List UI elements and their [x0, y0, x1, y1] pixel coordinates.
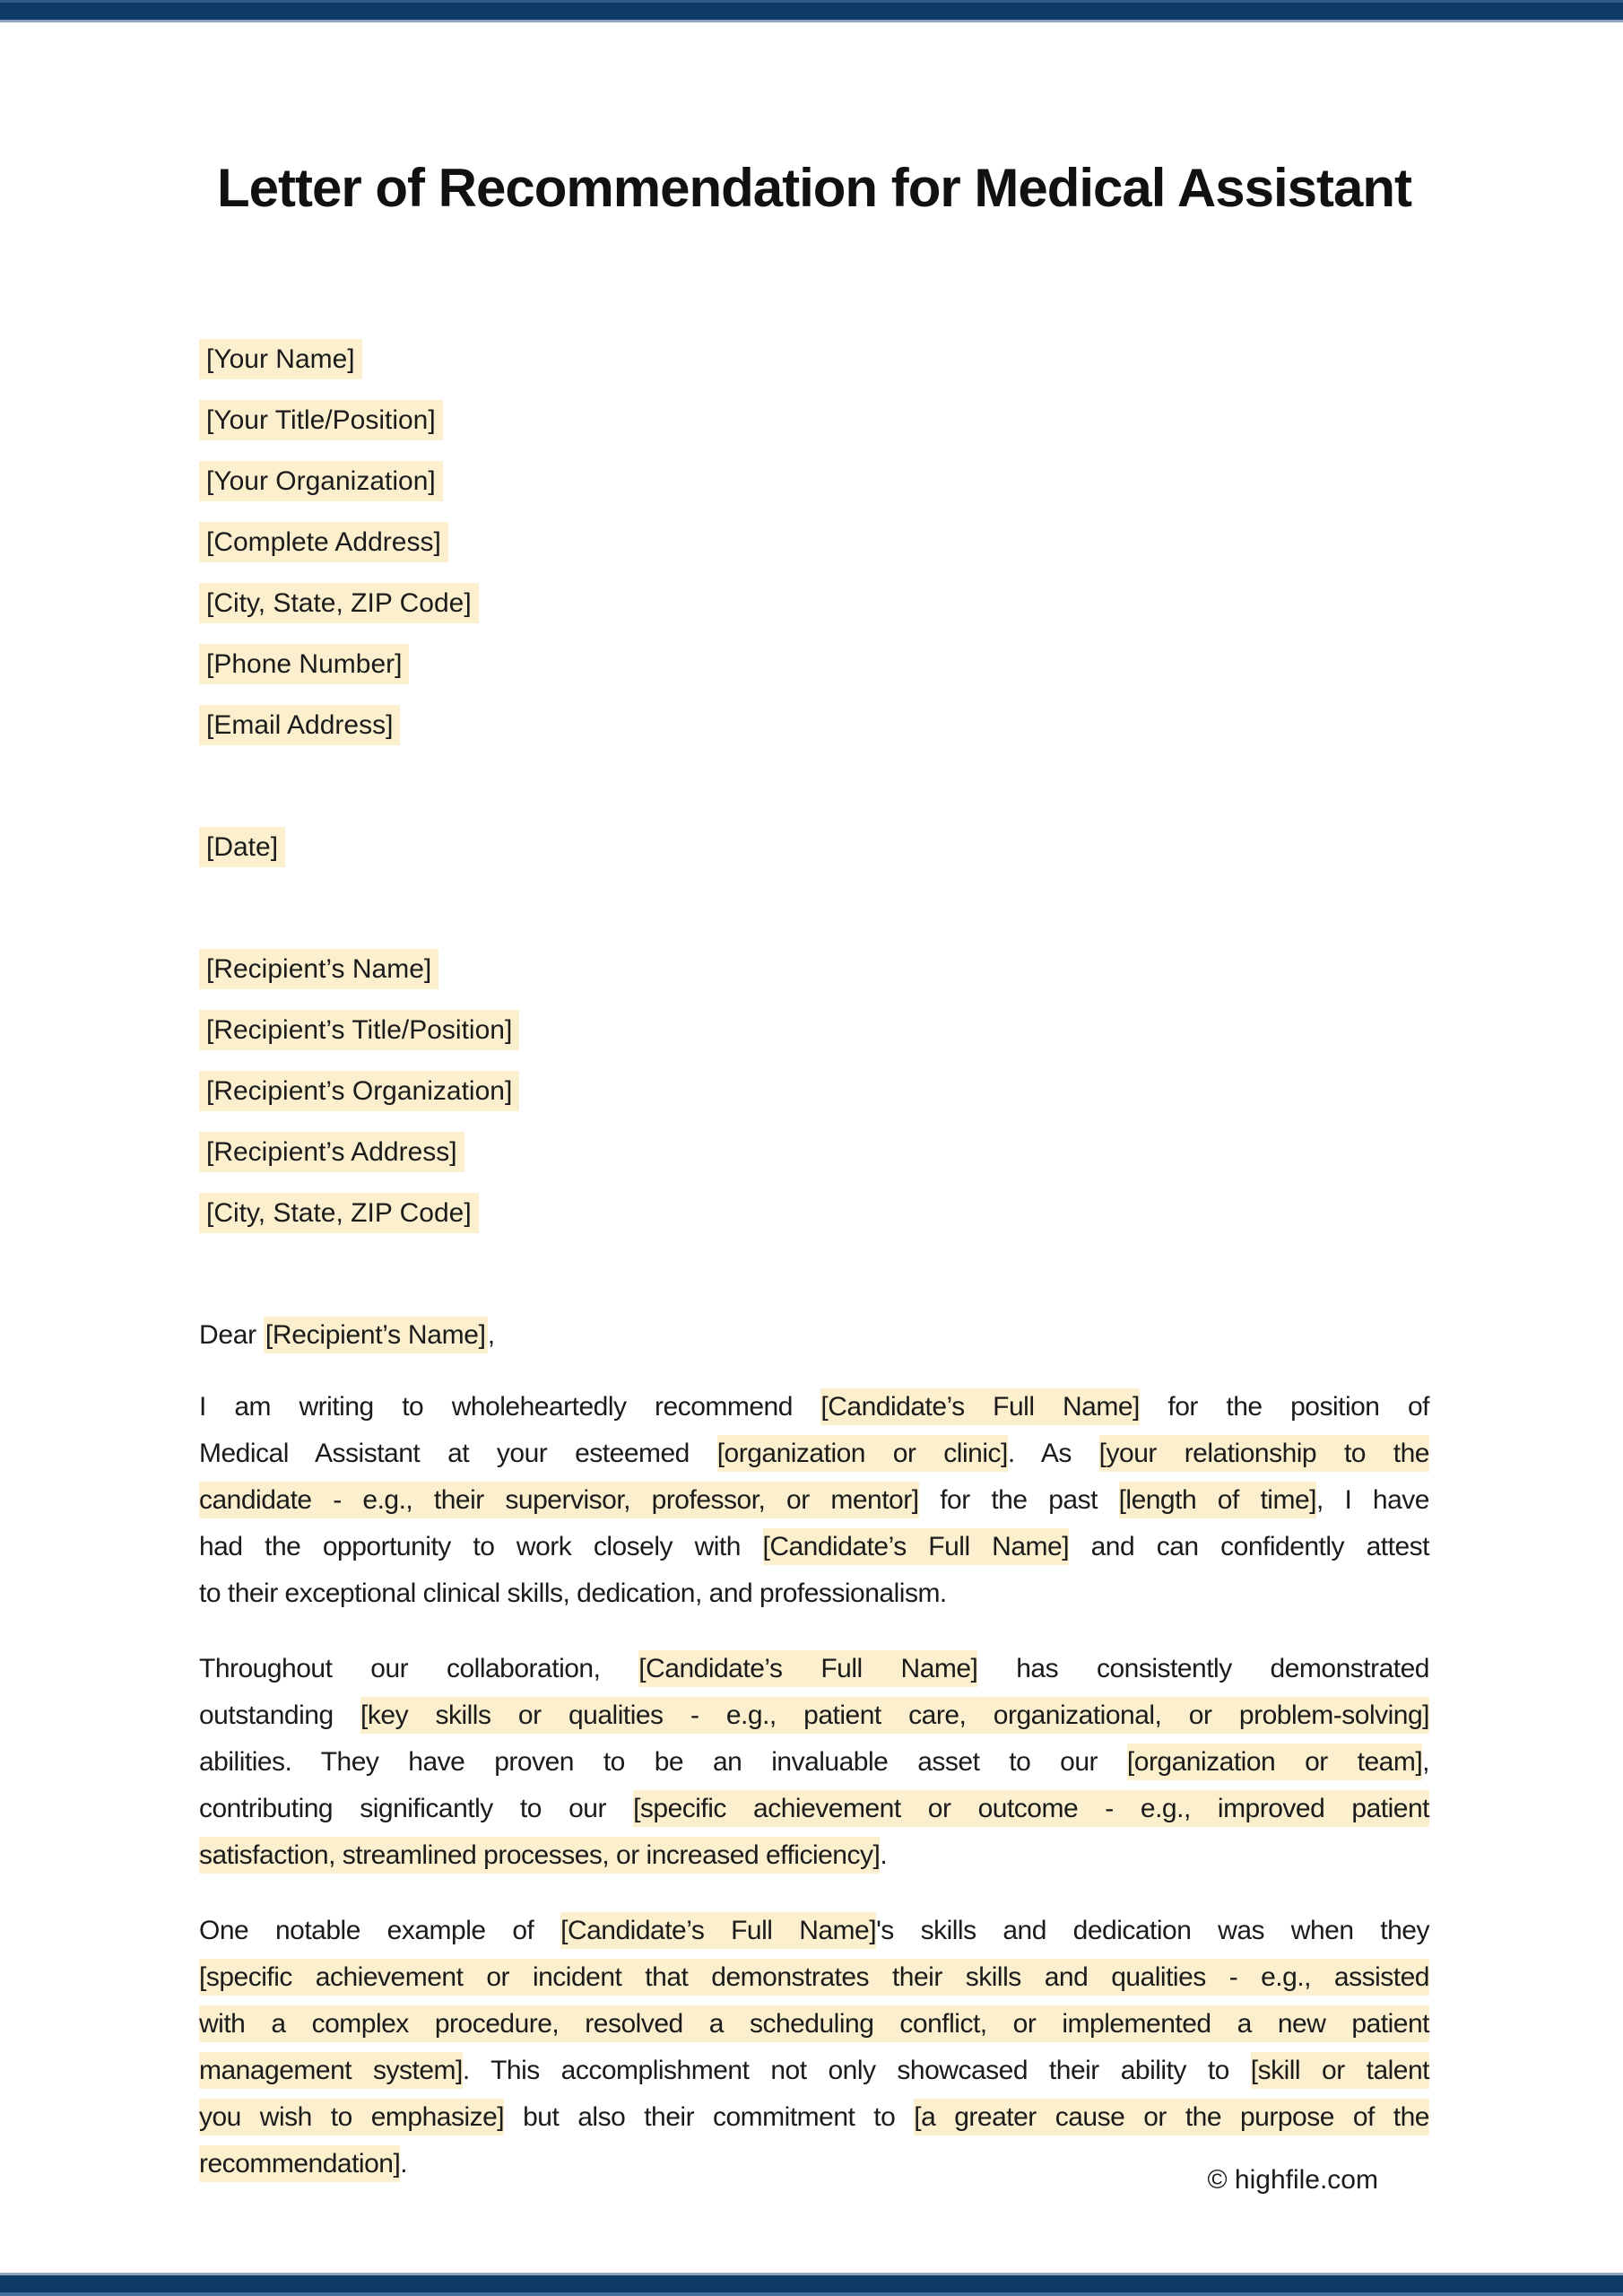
placeholder-highlight: [Candidate’s Full Name] [560, 1912, 876, 1949]
letter-paragraph [199, 1908, 1429, 2187]
placeholder-highlight: [City, State, ZIP Code] [199, 583, 479, 623]
paragraph-line [199, 2094, 1429, 2141]
placeholder-highlight: [Date] [199, 827, 285, 867]
address-line [199, 461, 1429, 501]
placeholder-highlight: [Recipient’s Address] [199, 1132, 464, 1172]
paragraph-line [199, 1477, 1429, 1524]
address-line [199, 1010, 1429, 1050]
recipient-address-block [199, 949, 1429, 1233]
placeholder-highlight: [Candidate’s Full Name] [638, 1650, 977, 1687]
text-run: has consistently demonstrated [977, 1654, 1429, 1683]
paragraph-line [199, 1646, 1429, 1692]
paragraph-line [199, 1954, 1429, 2001]
page-title: Letter of Recommendation for Medical Assistant [216, 158, 1411, 218]
text-run: I am writing to wholeheartedly recommend [199, 1392, 821, 1422]
placeholder-highlight: [length of time] [1119, 1482, 1316, 1518]
copyright-footer: © highfile.com [1207, 2165, 1378, 2195]
placeholder-highlight: [organization or clinic] [717, 1435, 1008, 1472]
address-line [199, 705, 1429, 745]
sender-address-block [199, 339, 1429, 745]
address-line [199, 827, 1429, 867]
placeholder-highlight: [key skills or qualities - e.g., patient care, organizational, or problem-solving] [360, 1697, 1429, 1734]
salutation-line [199, 1315, 1429, 1355]
text-run: but also their commitment to [504, 2102, 915, 2132]
placeholder-highlight: [organization or team] [1127, 1744, 1422, 1780]
paragraph-line [199, 1570, 1429, 1617]
paragraph-line [199, 1524, 1429, 1570]
text-run: . As [1007, 1439, 1099, 1468]
placeholder-highlight: with a complex procedure, resolved a scheduling conflict, or implemented a new patient [199, 2005, 1429, 2042]
address-line [199, 644, 1429, 684]
text-run: outstanding [199, 1700, 361, 1730]
text-run: for the position of [1139, 1392, 1429, 1422]
placeholder-highlight: [specific achievement or outcome - e.g., improved patient [633, 1790, 1429, 1827]
paragraph-line [199, 1384, 1429, 1431]
paragraph-line [199, 1739, 1429, 1786]
text-run: had the opportunity to work closely with [199, 1532, 763, 1561]
text-run: to their exceptional clinical skills, dedication, and professionalism. [199, 1578, 947, 1608]
paragraph-line [199, 1431, 1429, 1477]
placeholder-highlight: you wish to emphasize] [199, 2099, 504, 2135]
placeholder-highlight: [Your Title/Position] [199, 400, 443, 440]
letter-body [199, 1384, 1429, 2187]
address-line [199, 583, 1429, 623]
placeholder-highlight: [a greater cause or the purpose of the [914, 2099, 1429, 2135]
date-block [199, 827, 1429, 867]
placeholder-highlight: [Recipient’s Name] [264, 1317, 488, 1353]
placeholder-highlight: management system] [199, 2052, 463, 2089]
placeholder-highlight: candidate - e.g., their supervisor, professor, or mentor] [199, 1482, 919, 1518]
paragraph-line [199, 1786, 1429, 1832]
address-line [199, 400, 1429, 440]
placeholder-highlight: [City, State, ZIP Code] [199, 1193, 479, 1233]
placeholder-highlight: [Phone Number] [199, 644, 409, 684]
placeholder-highlight: satisfaction, streamlined processes, or increased efficiency] [199, 1837, 880, 1874]
text-run: Dear [199, 1320, 264, 1350]
placeholder-highlight: [your relationship to the [1099, 1435, 1429, 1472]
text-run: , [1422, 1747, 1430, 1777]
bottom-accent-bar [0, 2273, 1623, 2296]
paragraph-line [199, 2001, 1429, 2048]
placeholder-highlight: [Email Address] [199, 705, 400, 745]
text-run: Medical Assistant at your esteemed [199, 1439, 717, 1468]
address-line [199, 1071, 1429, 1111]
placeholder-highlight: [specific achievement or incident that demonstrates their skills and qualities - e.g., assisted [199, 1959, 1429, 1996]
text-run: for the past [918, 1485, 1119, 1515]
address-line [199, 339, 1429, 379]
text-run: abilities. They have proven to be an invaluable asset to our [199, 1747, 1127, 1777]
text-run: One notable example of [199, 1916, 561, 1945]
paragraph-line [199, 1692, 1429, 1739]
placeholder-highlight: [Candidate’s Full Name] [763, 1528, 1070, 1565]
paragraph-line [199, 1908, 1429, 1954]
letter-paragraph [199, 1384, 1429, 1617]
text-run: 's skills and dedication was when they [876, 1916, 1429, 1945]
placeholder-highlight: [Recipient’s Name] [199, 949, 438, 989]
paragraph-line [199, 1832, 1429, 1879]
placeholder-highlight: [Your Organization] [199, 461, 443, 501]
placeholder-highlight: [Recipient’s Title/Position] [199, 1010, 519, 1050]
address-line [199, 522, 1429, 562]
placeholder-highlight: [Your Name] [199, 339, 362, 379]
address-line [199, 1193, 1429, 1233]
text-run: Throughout our collaboration, [199, 1654, 639, 1683]
text-run: , I have [1315, 1485, 1429, 1515]
text-run: , [487, 1320, 495, 1350]
letter-content [199, 157, 1429, 2187]
address-line [199, 949, 1429, 989]
text-run: . This accomplishment not only showcased their ability to [462, 2056, 1251, 2085]
paragraph-line [199, 2048, 1429, 2094]
placeholder-highlight: [skill or talent [1251, 2052, 1429, 2089]
placeholder-highlight: [Complete Address] [199, 522, 448, 562]
letter-paragraph [199, 1646, 1429, 1879]
top-accent-bar [0, 0, 1623, 22]
placeholder-highlight: recommendation] [199, 2145, 400, 2182]
address-line [199, 1132, 1429, 1172]
text-run: . [400, 2149, 408, 2179]
text-run: and can confidently attest [1069, 1532, 1429, 1561]
text-run: contributing significantly to our [199, 1794, 634, 1823]
placeholder-highlight: [Candidate’s Full Name] [820, 1388, 1139, 1425]
placeholder-highlight: [Recipient’s Organization] [199, 1071, 519, 1111]
text-run: . [880, 1840, 888, 1870]
